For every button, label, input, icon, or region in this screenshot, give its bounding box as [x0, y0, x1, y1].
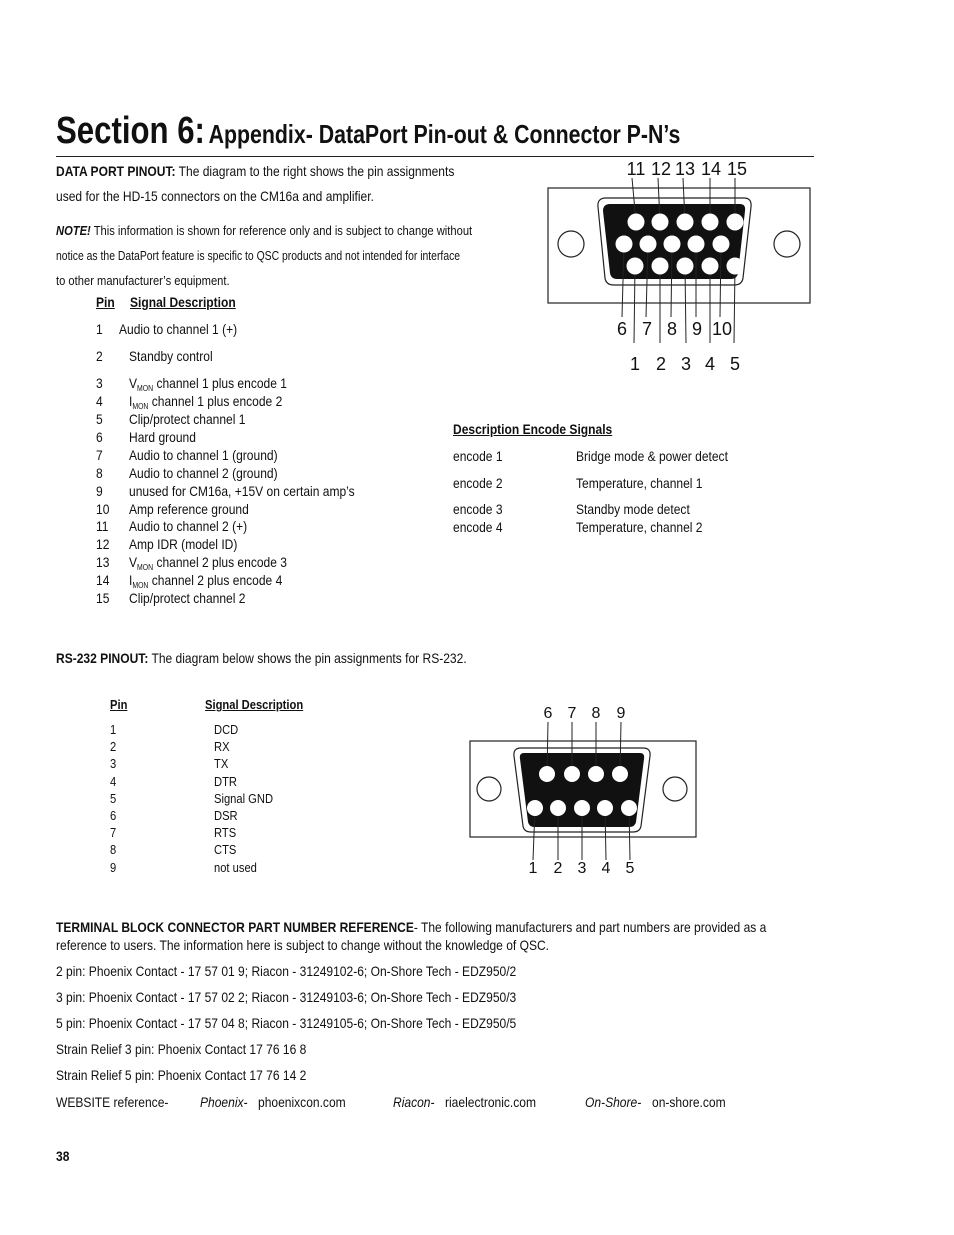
pin-description: [129, 554, 287, 572]
hd15-pin: [640, 236, 657, 253]
encode-name: encode 2: [453, 475, 503, 491]
db9-pin: [550, 800, 566, 816]
rs232-desc-header: Signal Description: [205, 697, 304, 712]
terminal-intro-line1: [56, 919, 766, 935]
rs232-lead: RS-232 PINOUT:: [56, 650, 149, 666]
db9-pin: [597, 800, 613, 816]
rs232-pin-signal: DSR: [214, 808, 238, 823]
hd15-pin: [628, 214, 645, 231]
rs232-pin-number: 5: [110, 790, 117, 806]
pin-signal-subscript: MON: [137, 384, 154, 393]
note-label: NOTE!: [56, 223, 91, 238]
encode-signal: Temperature, channel 2: [576, 519, 703, 535]
pin-description: [129, 375, 287, 393]
pin-label: 4: [704, 354, 716, 374]
pin-label: 5: [729, 354, 741, 374]
rs232-pin-signal: not used: [214, 859, 257, 875]
rs232-text: The diagram below shows the pin assignments for RS-232.: [151, 650, 467, 666]
hd15-pin: [616, 236, 633, 253]
website-company: Phoenix-: [200, 1094, 248, 1110]
hd15-connector-diagram: [540, 155, 820, 380]
pin-number: 11: [96, 518, 109, 534]
encode-header: Description Encode Signals: [453, 421, 613, 437]
dataport-lead: DATA PORT PINOUT:: [56, 163, 176, 179]
pin-label: 10: [711, 319, 733, 339]
hd15-pin: [727, 214, 744, 231]
pin-signal-text: channel 1 plus encode 2: [148, 393, 283, 409]
pin-description: [129, 429, 196, 445]
rs232-pin-signal: DTR: [214, 773, 237, 789]
dataport-text2: used for the HD-15 connectors on the CM16a and amplifier.: [56, 188, 374, 204]
db9-pin: [621, 800, 637, 816]
pin-label: 9: [691, 319, 703, 339]
encode-name: encode 1: [453, 448, 503, 464]
hd15-mount-hole-left: [558, 231, 584, 257]
rs232-pin-signal: Signal GND: [214, 790, 274, 806]
pin-signal-symbol: V: [129, 375, 138, 391]
pin-signal-text: Hard ground: [129, 429, 196, 445]
encode-signal: Standby mode detect: [576, 501, 690, 517]
hd15-pin: [677, 214, 694, 231]
pin-signal-symbol: I: [129, 572, 133, 588]
db9-pin: [588, 766, 604, 782]
pin-label: 6: [616, 319, 628, 339]
pin-signal-text: Audio to channel 2 (ground): [129, 465, 278, 481]
rs232-pin-number: 8: [110, 842, 117, 858]
pin-label: 4: [601, 860, 611, 877]
hd15-mount-hole-right: [774, 231, 800, 257]
pin-signal-symbol: V: [129, 554, 138, 570]
hd15-pin: [627, 258, 644, 275]
pin-label: 5: [625, 860, 635, 877]
rs232-pin-number: 6: [110, 808, 117, 823]
pin-number: 7: [96, 447, 103, 463]
pin-description: [129, 465, 278, 481]
pin-label: 2: [553, 860, 563, 877]
rs232-pin-signal: CTS: [214, 842, 237, 858]
pin-number: 2: [96, 348, 103, 364]
pin-description: [119, 321, 237, 337]
pin-number: 4: [96, 393, 103, 409]
encode-name: encode 4: [453, 519, 503, 535]
db9-pin: [574, 800, 590, 816]
pin-signal-text: Clip/protect channel 1: [129, 411, 246, 427]
pin-number: 9: [96, 483, 103, 499]
website-url: phoenixcon.com: [258, 1094, 346, 1110]
rs232-pin-header: Pin: [110, 697, 128, 712]
pin-signal-text: Audio to channel 1 (ground): [129, 447, 278, 463]
pin-col-header: Pin: [96, 294, 115, 310]
note-line1: [56, 223, 472, 238]
part-number-line: Strain Relief 5 pin: Phoenix Contact 17 76 14 2: [56, 1067, 307, 1083]
terminal-lead: TERMINAL BLOCK CONNECTOR PART NUMBER REFERENCE: [56, 919, 414, 935]
pin-signal-subscript: MON: [137, 563, 154, 572]
pin-label: 11: [626, 159, 646, 179]
pin-number: 14: [96, 572, 110, 588]
website-label: WEBSITE reference-: [56, 1094, 169, 1110]
website-company: On-Shore-: [585, 1094, 642, 1110]
terminal-text1: - The following manufacturers and part numbers are provided as a: [413, 919, 767, 935]
pin-description: [129, 518, 247, 534]
pin-label: 3: [577, 860, 587, 877]
pin-signal-subscript: MON: [132, 402, 149, 411]
pin-signal-text: Standby control: [129, 348, 213, 364]
db9-mount-hole-right: [663, 777, 687, 801]
pin-description: [129, 572, 282, 590]
dataport-text1: The diagram to the right shows the pin assignments: [178, 163, 455, 179]
encode-name: encode 3: [453, 501, 503, 517]
pin-number: 1: [96, 321, 103, 337]
pin-number: 5: [96, 411, 103, 427]
pin-description: [129, 393, 282, 411]
encode-signal: Temperature, channel 1: [576, 475, 703, 491]
pin-number: 8: [96, 465, 103, 481]
section-prefix: Section 6:: [56, 110, 205, 152]
hd15-pin: [727, 258, 744, 275]
rs232-pin-signal: TX: [214, 756, 229, 772]
note-text2: notice as the DataPort feature is specific to QSC products and not intended for interface: [56, 248, 461, 263]
rs232-pin-number: 4: [110, 773, 117, 789]
pin-label: 15: [726, 159, 748, 179]
rs232-pin-signal: RTS: [214, 825, 237, 841]
hd15-pin: [664, 236, 681, 253]
part-number-line: 5 pin: Phoenix Contact - 17 57 04 8; Riacon - 31249105-6; On-Shore Tech - EDZ950/5: [56, 1015, 517, 1031]
section-heading: Appendix- DataPort Pin-out & Connector P-N’s: [208, 119, 681, 149]
pin-label: 7: [567, 705, 577, 722]
pin-description: [129, 536, 237, 552]
pin-number: 12: [96, 536, 110, 552]
pin-label: 9: [616, 705, 626, 722]
pin-label: 12: [650, 159, 672, 179]
pin-signal-text: channel 2 plus encode 3: [153, 554, 287, 570]
part-number-line: 2 pin: Phoenix Contact - 17 57 01 9; Riacon - 31249102-6; On-Shore Tech - EDZ950/2: [56, 963, 517, 979]
rs232-intro: [56, 650, 467, 666]
part-number-line: Strain Relief 3 pin: Phoenix Contact 17 76 16 8: [56, 1041, 307, 1057]
pin-label: 8: [591, 705, 601, 722]
pin-label: 14: [700, 159, 722, 179]
rs232-pin-number: 1: [110, 722, 117, 737]
hd15-pin: [702, 214, 719, 231]
rs232-pin-number: 2: [110, 739, 117, 755]
pin-description: [129, 590, 245, 606]
pin-number: 13: [96, 554, 110, 570]
desc-col-header: Signal Description: [130, 294, 236, 310]
pin-signal-subscript: MON: [132, 581, 149, 590]
website-url: on-shore.com: [652, 1094, 726, 1110]
pin-description: [129, 348, 213, 364]
part-number-line: 3 pin: Phoenix Contact - 17 57 02 2; Riacon - 31249103-6; On-Shore Tech - EDZ950/3: [56, 989, 517, 1005]
hd15-pin: [702, 258, 719, 275]
pin-label: 3: [680, 354, 692, 374]
website-company: Riacon-: [393, 1094, 435, 1110]
rs232-pin-number: 3: [110, 756, 117, 772]
pin-description: [129, 483, 355, 499]
hd15-pin: [688, 236, 705, 253]
db9-pin: [527, 800, 543, 816]
rs232-pin-signal: RX: [214, 739, 230, 755]
note-text3: to other manufacturer’s equipment.: [56, 273, 230, 288]
db9-pin: [612, 766, 628, 782]
encode-signal: Bridge mode & power detect: [576, 448, 728, 464]
pin-signal-text: channel 1 plus encode 1: [153, 375, 287, 391]
pin-signal-text: Amp IDR (model ID): [129, 536, 238, 552]
pin-label: 1: [528, 860, 538, 877]
rs232-pin-number: 7: [110, 825, 117, 841]
note-text1: This information is shown for reference only and is subject to change without: [93, 223, 473, 238]
db9-pin: [539, 766, 555, 782]
pin-label: 6: [543, 705, 553, 722]
pin-label: 1: [629, 354, 641, 374]
pin-number: 3: [96, 375, 103, 391]
pin-label: 8: [666, 319, 678, 339]
pin-description: [129, 447, 278, 463]
rs232-pin-number: 9: [110, 859, 117, 875]
db9-mount-hole-left: [477, 777, 501, 801]
terminal-text2: reference to users. The information here is subject to change without the knowledge of QSC.: [56, 937, 550, 953]
pin-signal-text: channel 2 plus encode 4: [148, 572, 283, 588]
pin-signal-text: Audio to channel 1 (+): [119, 321, 238, 337]
db9-connector-diagram: [465, 700, 705, 880]
hd15-pin: [652, 258, 669, 275]
pin-description: [129, 411, 245, 427]
db9-pin: [564, 766, 580, 782]
pin-signal-text: unused for CM16a, +15V on certain amp’s: [129, 483, 355, 499]
pin-signal-text: Clip/protect channel 2: [129, 590, 246, 606]
pin-number: 6: [96, 429, 103, 445]
pin-number: 10: [96, 501, 110, 517]
pin-number: 15: [96, 590, 110, 606]
section-title: [56, 110, 680, 153]
hd15-pin: [713, 236, 730, 253]
pin-signal-text: Amp reference ground: [129, 501, 249, 517]
dataport-intro-line1: [56, 163, 454, 179]
pin-label: 13: [674, 159, 696, 179]
pin-label: 7: [641, 319, 653, 339]
hd15-pin: [677, 258, 694, 275]
website-url: riaelectronic.com: [445, 1094, 537, 1110]
pin-signal-symbol: I: [129, 393, 133, 409]
page-number: 38: [56, 1148, 70, 1164]
pin-description: [129, 501, 249, 517]
pin-signal-text: Audio to channel 2 (+): [129, 518, 248, 534]
hd15-pin: [652, 214, 669, 231]
pin-label: 2: [655, 354, 667, 374]
rs232-pin-signal: DCD: [214, 722, 239, 737]
